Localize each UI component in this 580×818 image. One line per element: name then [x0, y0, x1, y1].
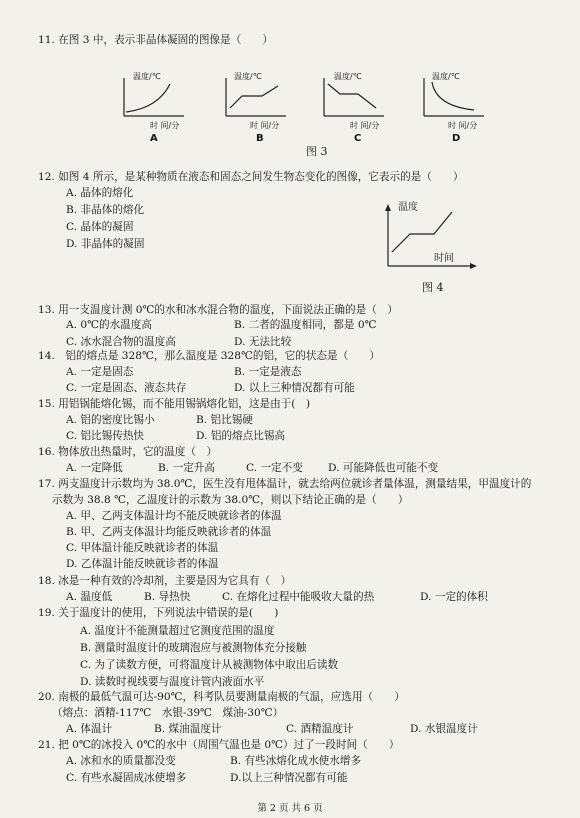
q12-option-a: A. 晶体的熔化: [66, 187, 134, 199]
q19-option-d: D. 读数时视线要与温度计管内液面水平: [80, 676, 265, 688]
q12-option-b: B. 非晶体的熔化: [66, 204, 145, 216]
graph-d-ylabel: 温度/℃: [432, 72, 460, 81]
graph-d: [418, 74, 490, 122]
graph-a: [118, 74, 190, 122]
q15-option-c: C. 铝比锡传热快: [66, 430, 145, 442]
q19-option-b: B. 测量时温度计的玻璃泡应与被测物体充分接触: [80, 642, 307, 654]
fig4-ylabel: 温度: [398, 202, 418, 213]
q17-stem-line1: 17. 两支温度计示数均为 38.0℃，医生没有甩体温计，就去给两位就诊者量体温，测量结果，甲温度计的: [38, 478, 532, 490]
q21-option-a: A. 冰和水的质量都没变: [66, 755, 176, 767]
q16-option-a: A. 一定降低: [66, 462, 123, 474]
q16-option-c: C. 一定不变: [246, 462, 303, 474]
graph-b: [220, 74, 292, 122]
q14-stem: 14. 铝的熔点是 328℃，那么温度是 328℃的铝，它的状态是（ ）: [38, 350, 380, 362]
q14-option-d: D. 以上三种情况都有可能: [234, 382, 355, 394]
q18-option-b: B. 导热快: [144, 591, 191, 603]
q17-option-d: D. 乙体温计能反映就诊者的体温: [66, 558, 219, 570]
q15-option-b: B. 铝比锡硬: [196, 414, 253, 426]
graph-b-label: B: [256, 133, 264, 144]
q17-stem-line2: 示数为 38.8 ℃，乙温度计的示数为 38.0℃，则以下结论正确的是（ ）: [52, 494, 409, 506]
q21-option-b: B. 有些冰熔化成水使水增多: [230, 755, 362, 767]
q19-option-a: A. 温度计不能测量超过它测度范围的温度: [80, 625, 275, 637]
q20-option-b: B. 煤油温度计: [154, 723, 222, 735]
q16-option-b: B. 一定升高: [158, 462, 215, 474]
q15-option-d: D. 铝的熔点比锡高: [196, 430, 286, 442]
q14-option-c: C. 一定是固态、液态共存: [66, 382, 187, 394]
graph-c: [318, 74, 390, 122]
q12-option-c: C. 晶体的凝固: [66, 221, 134, 233]
q18-option-d: D. 一定的体积: [420, 591, 488, 603]
q11-stem: 11. 在图 3 中，表示非晶体凝固的图像是（ ）: [38, 34, 273, 46]
q13-option-b: B. 二者的温度相同，都是 0℃: [234, 319, 377, 331]
q21-option-c: C. 有些水凝固成冰使增多: [66, 772, 187, 784]
graph-a-xlabel: 时 间/分: [150, 121, 180, 130]
graph-a-label: A: [150, 133, 158, 144]
q16-stem: 16. 物体放出热量时，它的温度（ ）: [38, 446, 218, 458]
graph-c-ylabel: 温度/℃: [334, 72, 362, 81]
figure-4-graph: [380, 204, 480, 274]
q17-option-c: C. 甲体温计能反映就诊者的体温: [66, 542, 219, 554]
q15-option-a: A. 铝的密度比锡小: [66, 414, 155, 426]
page-footer: 第 2 页 共 6 页: [257, 803, 323, 814]
q13-stem: 13. 用一支温度计测 0℃的水和冰水混合物的温度，下面说法正确的是（ ）: [38, 304, 398, 316]
q21-stem: 21. 把 0℃的冰投入 0℃的水中（周围气温也是 0℃）过了一段时间（ ）: [38, 739, 400, 751]
graph-d-xlabel: 时 间/分: [448, 121, 478, 130]
q12-stem: 12. 如图 4 所示，是某种物质在液态和固态之间发生物态变化的图像，它表示的是（ ）: [38, 171, 464, 183]
q20-option-d: D. 水银温度计: [410, 723, 478, 735]
q13-option-d: D. 无法比较: [234, 336, 292, 348]
q14-option-b: B. 一定是液态: [234, 366, 302, 378]
graph-b-ylabel: 温度/℃: [234, 72, 262, 81]
graph-c-label: C: [354, 133, 362, 144]
figure-4-caption: 图 4: [422, 281, 444, 294]
q21-option-d: D.以上三种情况都有可能: [230, 772, 348, 784]
q19-option-c: C. 为了读数方便，可将温度计从被测物体中取出后读数: [80, 659, 339, 671]
q20-option-c: C. 酒精温度计: [286, 723, 354, 735]
q16-option-d: D. 可能降低也可能不变: [328, 462, 439, 474]
q20-meltpoints: （熔点：酒精-117℃ 水银-39℃ 煤油-30℃）: [52, 707, 284, 719]
q20-stem: 20. 南极的最低气温可达-90℃，科考队员要测量南极的气温，应选用（ ）: [38, 691, 405, 703]
q18-stem: 18. 冰是一种有效的冷却剂，主要是因为它具有（ ）: [38, 575, 292, 587]
q19-stem: 19. 关于温度计的使用，下列说法中错误的是( ): [38, 607, 279, 619]
q13-option-a: A. 0℃的水温度高: [66, 319, 152, 331]
q14-option-a: A. 一定是固态: [66, 366, 134, 378]
graph-c-xlabel: 时 间/分: [350, 121, 380, 130]
q17-option-a: A. 甲、乙两支体温计均不能反映就诊者的体温: [66, 510, 282, 522]
q13-option-c: C. 冰水混合物的温度高: [66, 336, 176, 348]
fig4-xlabel: 时间: [434, 253, 454, 264]
q18-option-a: A. 温度低: [66, 591, 113, 603]
graph-b-xlabel: 时 间/分: [250, 121, 280, 130]
q15-stem: 15. 用铝锅能熔化锡，而不能用锡锅熔化铝，这是由于( ): [38, 398, 311, 410]
q12-option-d: D. 非晶体的凝固: [66, 238, 145, 250]
graph-d-label: D: [452, 133, 461, 144]
q18-option-c: C. 在熔化过程中能吸收大量的热: [222, 591, 375, 603]
graph-a-ylabel: 温度/℃: [133, 72, 161, 81]
q20-option-a: A. 体温计: [66, 723, 113, 735]
q17-option-b: B. 甲、乙两支体温计均能反映就诊者的体温: [66, 526, 272, 538]
figure-3-caption: 图 3: [306, 145, 328, 158]
